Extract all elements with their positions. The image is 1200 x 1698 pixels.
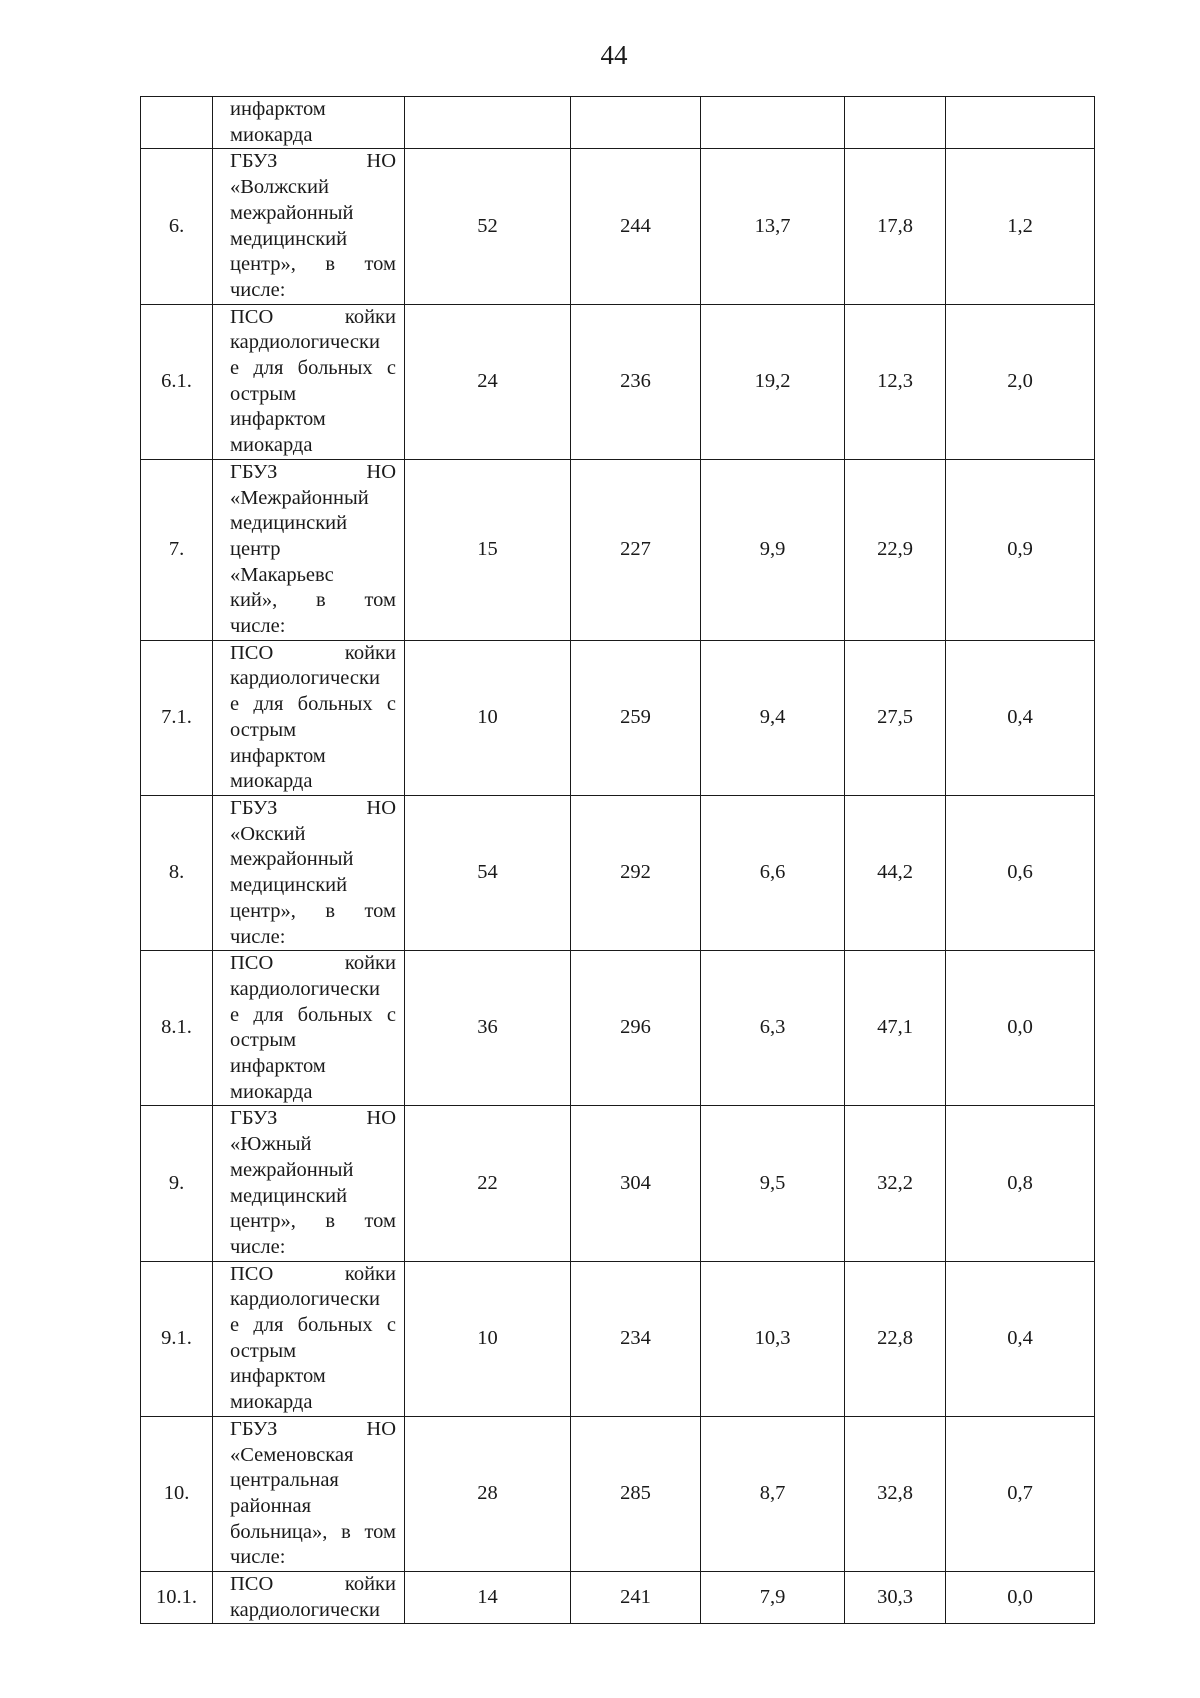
institution-name-cell — [213, 795, 405, 950]
table-row — [141, 149, 1095, 304]
value-cell-c3: 7,9 — [701, 1572, 845, 1624]
value-cell-c2: 292 — [571, 795, 701, 950]
institution-name-cell — [213, 1416, 405, 1571]
value-cell-c1: 14 — [405, 1572, 571, 1624]
table-row — [141, 304, 1095, 459]
value-cell-c1: 52 — [405, 149, 571, 304]
name-line: числе: — [230, 1546, 286, 1569]
value-cell-c5 — [946, 97, 1095, 149]
name-line: кардиологически — [230, 1598, 380, 1621]
value-cell-c3: 9,5 — [701, 1106, 845, 1261]
value-cell-c3 — [701, 97, 845, 149]
name-line: инфарктом — [230, 408, 326, 431]
value-cell-c4 — [845, 97, 946, 149]
name-line: острым — [230, 382, 297, 405]
value-cell-c1: 36 — [405, 951, 571, 1106]
value-cell-c2: 227 — [571, 459, 701, 640]
value-cell-c5: 0,0 — [946, 951, 1095, 1106]
name-line: центр», в том — [230, 899, 396, 922]
value-cell-c1: 22 — [405, 1106, 571, 1261]
name-line: ГБУЗ НО — [230, 796, 396, 819]
name-line: острым — [230, 1029, 297, 1052]
row-number-cell: 10. — [141, 1416, 213, 1571]
name-line: числе: — [230, 615, 286, 638]
value-cell-c5: 0,0 — [946, 1572, 1095, 1624]
institution-name-cell — [213, 304, 405, 459]
name-line: ГБУЗ НО — [230, 150, 396, 173]
name-line: межрайонный — [230, 1158, 354, 1181]
value-cell-c2: 259 — [571, 640, 701, 795]
name-line: числе: — [230, 1235, 286, 1258]
institution-name-cell — [213, 1106, 405, 1261]
name-line: центр», в том — [230, 253, 396, 276]
value-cell-c5: 0,8 — [946, 1106, 1095, 1261]
name-line: «Межрайонный — [230, 486, 369, 509]
value-cell-c5: 0,4 — [946, 1261, 1095, 1416]
name-line: острым — [230, 718, 297, 741]
data-table — [140, 96, 1095, 1624]
name-line: миокарда — [230, 123, 313, 146]
table-row — [141, 1106, 1095, 1261]
value-cell-c4: 44,2 — [845, 795, 946, 950]
value-cell-c2: 241 — [571, 1572, 701, 1624]
name-line: миокарда — [230, 770, 313, 793]
value-cell-c4: 22,8 — [845, 1261, 946, 1416]
value-cell-c2: 236 — [571, 304, 701, 459]
value-cell-c5: 1,2 — [946, 149, 1095, 304]
value-cell-c2 — [571, 97, 701, 149]
institution-name-cell — [213, 1261, 405, 1416]
value-cell-c5: 2,0 — [946, 304, 1095, 459]
institution-name-cell — [213, 640, 405, 795]
name-line: межрайонный — [230, 848, 354, 871]
value-cell-c4: 32,2 — [845, 1106, 946, 1261]
row-number-cell: 10.1. — [141, 1572, 213, 1624]
name-line: районная — [230, 1494, 312, 1517]
name-line: ГБУЗ НО — [230, 460, 396, 483]
name-line: числе: — [230, 278, 286, 301]
value-cell-c2: 244 — [571, 149, 701, 304]
name-line: инфарктом — [230, 744, 326, 767]
row-number-cell: 7.1. — [141, 640, 213, 795]
name-line: «Окский — [230, 822, 306, 845]
value-cell-c3: 9,4 — [701, 640, 845, 795]
name-line: медицинский — [230, 1184, 348, 1207]
table-row — [141, 1416, 1095, 1571]
value-cell-c1: 54 — [405, 795, 571, 950]
value-cell-c4: 30,3 — [845, 1572, 946, 1624]
table-row — [141, 795, 1095, 950]
value-cell-c3: 19,2 — [701, 304, 845, 459]
institution-name-cell — [213, 97, 405, 149]
name-line: «Семеновская — [230, 1443, 354, 1466]
value-cell-c2: 234 — [571, 1261, 701, 1416]
table-row — [141, 1572, 1095, 1624]
name-line: инфарктом — [230, 1055, 326, 1078]
value-cell-c3: 13,7 — [701, 149, 845, 304]
institution-name-cell — [213, 459, 405, 640]
row-number-cell: 6. — [141, 149, 213, 304]
name-line: миокарда — [230, 1391, 313, 1414]
value-cell-c4: 17,8 — [845, 149, 946, 304]
value-cell-c5: 0,4 — [946, 640, 1095, 795]
row-number-cell — [141, 97, 213, 149]
value-cell-c4: 22,9 — [845, 459, 946, 640]
table-body — [141, 97, 1095, 1624]
name-line: ПСО койки — [230, 1573, 396, 1596]
institution-name-cell — [213, 149, 405, 304]
name-line: медицинский — [230, 874, 348, 897]
row-number-cell: 7. — [141, 459, 213, 640]
name-line: «Южный — [230, 1133, 312, 1156]
name-line: кардиологически — [230, 1288, 380, 1311]
value-cell-c2: 304 — [571, 1106, 701, 1261]
name-line: центральная — [230, 1469, 339, 1492]
page-number: 44 — [600, 40, 628, 70]
name-line: инфарктом — [230, 1365, 326, 1388]
value-cell-c4: 27,5 — [845, 640, 946, 795]
row-number-cell: 9. — [141, 1106, 213, 1261]
value-cell-c1: 10 — [405, 640, 571, 795]
name-line: больница», в том — [230, 1520, 396, 1543]
row-number-cell: 8.1. — [141, 951, 213, 1106]
name-line: центр — [230, 537, 281, 560]
value-cell-c1: 24 — [405, 304, 571, 459]
institution-name-cell — [213, 951, 405, 1106]
table-row — [141, 640, 1095, 795]
name-line: кардиологически — [230, 331, 380, 354]
name-line: числе: — [230, 925, 286, 948]
name-line: миокарда — [230, 434, 313, 457]
name-line: межрайонный — [230, 201, 354, 224]
institution-name-cell — [213, 1572, 405, 1624]
table-row — [141, 459, 1095, 640]
name-line: миокарда — [230, 1080, 313, 1103]
name-line: ГБУЗ НО — [230, 1107, 396, 1130]
row-number-cell: 6.1. — [141, 304, 213, 459]
value-cell-c4: 12,3 — [845, 304, 946, 459]
name-line: е для больных с — [230, 1003, 396, 1026]
name-line: медицинский — [230, 512, 348, 535]
value-cell-c1: 15 — [405, 459, 571, 640]
value-cell-c3: 6,3 — [701, 951, 845, 1106]
name-line: ПСО койки — [230, 1262, 396, 1285]
row-number-cell: 8. — [141, 795, 213, 950]
value-cell-c1: 10 — [405, 1261, 571, 1416]
table-row — [141, 97, 1095, 149]
value-cell-c4: 47,1 — [845, 951, 946, 1106]
name-line: е для больных с — [230, 693, 396, 716]
value-cell-c3: 8,7 — [701, 1416, 845, 1571]
value-cell-c5: 0,6 — [946, 795, 1095, 950]
name-line: «Макарьевс — [230, 563, 334, 586]
name-line: инфарктом — [230, 98, 326, 120]
name-line: ГБУЗ НО — [230, 1417, 396, 1440]
name-line: ПСО койки — [230, 952, 396, 975]
name-line: ПСО койки — [230, 305, 396, 328]
table-row — [141, 951, 1095, 1106]
name-line: е для больных с — [230, 1314, 396, 1337]
name-line: центр», в том — [230, 1210, 396, 1233]
name-line: кардиологически — [230, 667, 380, 690]
table-row — [141, 1261, 1095, 1416]
name-line: е для больных с — [230, 357, 396, 380]
value-cell-c1 — [405, 97, 571, 149]
value-cell-c3: 6,6 — [701, 795, 845, 950]
value-cell-c3: 9,9 — [701, 459, 845, 640]
name-line: «Волжский — [230, 176, 329, 199]
value-cell-c1: 28 — [405, 1416, 571, 1571]
value-cell-c5: 0,9 — [946, 459, 1095, 640]
name-line: кий», в том — [230, 589, 396, 612]
row-number-cell: 9.1. — [141, 1261, 213, 1416]
name-line: ПСО койки — [230, 641, 396, 664]
value-cell-c3: 10,3 — [701, 1261, 845, 1416]
value-cell-c2: 296 — [571, 951, 701, 1106]
name-line: кардиологически — [230, 977, 380, 1000]
value-cell-c5: 0,7 — [946, 1416, 1095, 1571]
name-line: медицинский — [230, 227, 348, 250]
name-line: острым — [230, 1339, 297, 1362]
value-cell-c4: 32,8 — [845, 1416, 946, 1571]
value-cell-c2: 285 — [571, 1416, 701, 1571]
